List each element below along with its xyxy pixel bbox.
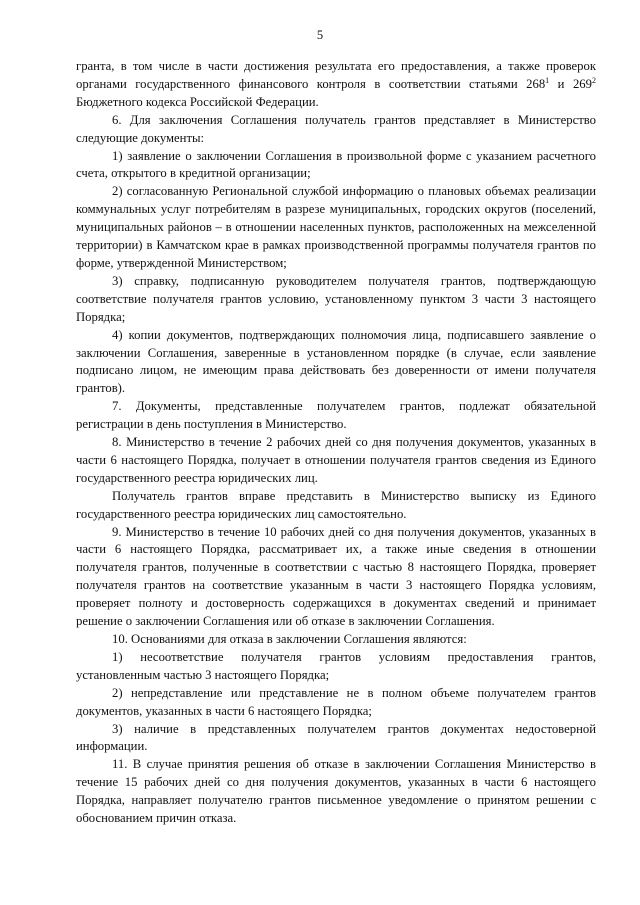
paragraph — [76, 112, 596, 148]
paragraph-text: 2) согласованную Региональной службой информацию о плановых объемах реализации коммунальных услуг потребителям в разрезе муниципальных, городских округов (поселений, муниципальных районов – в отношении населенных пунктов, расположенных на межселенной территории) в Камчатском крае в рамках производственной программы получателя грантов по форме, утвержденной Министерством; — [76, 184, 596, 270]
paragraph — [76, 327, 596, 399]
paragraph-text: 10. Основаниями для отказа в заключении Соглашения являются: — [112, 632, 467, 646]
superscript: 2 — [592, 75, 596, 85]
paragraph — [76, 273, 596, 327]
paragraph-text: и 269 — [549, 76, 592, 91]
paragraph — [76, 685, 596, 721]
paragraph — [76, 183, 596, 273]
paragraph-text: Бюджетного кодекса Российской Федерации. — [76, 94, 319, 109]
superscript: 1 — [545, 75, 550, 85]
paragraph-text: 11. В случае принятия решения об отказе в заключении Соглашения Министерство в течение 15 рабочих дней со дня получения документов, указанных в части 6 настоящего Порядка, направляет получателю грантов письменное уведомление о принятом решении с обоснованием причин отказа. — [76, 757, 596, 826]
paragraph — [76, 148, 596, 184]
paragraph — [76, 58, 596, 112]
paragraph-text: 1) несоответствие получателя грантов условиям предоставления грантов, установленным частью 3 настоящего Порядка; — [76, 649, 596, 682]
paragraph-text: гранта, в том числе в части достижения результата его предоставления, а также проверок органами государственного финансового контроля в соответствии статьями 268 — [76, 59, 596, 91]
paragraph-text: Получатель грантов вправе представить в Министерство выписку из Единого государственного реестра юридических лиц самостоятельно. — [76, 488, 596, 521]
paragraph-text: 3) наличие в представленных получателем грантов документах недостоверной информации. — [76, 721, 596, 754]
paragraph — [76, 649, 596, 685]
paragraph — [76, 524, 596, 631]
paragraph-text: 1) заявление о заключении Соглашения в произвольной форме с указанием расчетного счета, открытого в кредитной организации; — [76, 148, 596, 181]
paragraph-text: 4) копии документов, подтверждающих полномочия лица, подписавшего заявление о заключении Соглашения, заверенные в установленном порядке (в случае, если заявление подписано лицом, не имеющим права действовать без доверенности от имени получателя грантов). — [76, 327, 596, 396]
paragraph — [76, 398, 596, 434]
paragraph — [76, 721, 596, 757]
paragraph-text: 6. Для заключения Соглашения получатель грантов представляет в Министерство следующие документы: — [76, 112, 596, 145]
paragraph — [76, 488, 596, 524]
page-number: 5 — [316, 28, 324, 42]
document-body — [76, 58, 596, 828]
paragraph-text: 3) справку, подписанную руководителем получателя грантов, подтверждающую соответствие получателя грантов условию, установленному пунктом 3 части 3 настоящего Порядка; — [76, 273, 596, 324]
paragraph-text: 9. Министерство в течение 10 рабочих дней со дня получения документов, указанных в части 6 настоящего Порядка, рассматривает их, а также иные сведения в отношении получателя грантов, полученные в соответствии с частью 8 настоящего Порядка, проверяет получателя грантов на соответствие указанным в части 3 настоящего Порядка условиям, проверяет полноту и достоверность содержащихся в документах сведений и принимает решение о заключении Соглашения или об отказе в заключении Соглашения. — [76, 524, 596, 629]
paragraph-text: 2) непредставление или представление не в полном объеме получателем грантов документов, указанных в части 6 настоящего Порядка; — [76, 685, 596, 718]
paragraph — [76, 434, 596, 488]
paragraph-text: 8. Министерство в течение 2 рабочих дней со дня получения документов, указанных в части 6 настоящего Порядка, получает в отношении получателя грантов сведения из Единого государственного реестра юридических лиц. — [76, 435, 596, 485]
paragraph — [76, 631, 596, 649]
paragraph — [76, 756, 596, 828]
paragraph-text: 7. Документы, представленные получателем грантов, подлежат обязательной регистрации в день поступления в Министерство. — [76, 399, 596, 432]
